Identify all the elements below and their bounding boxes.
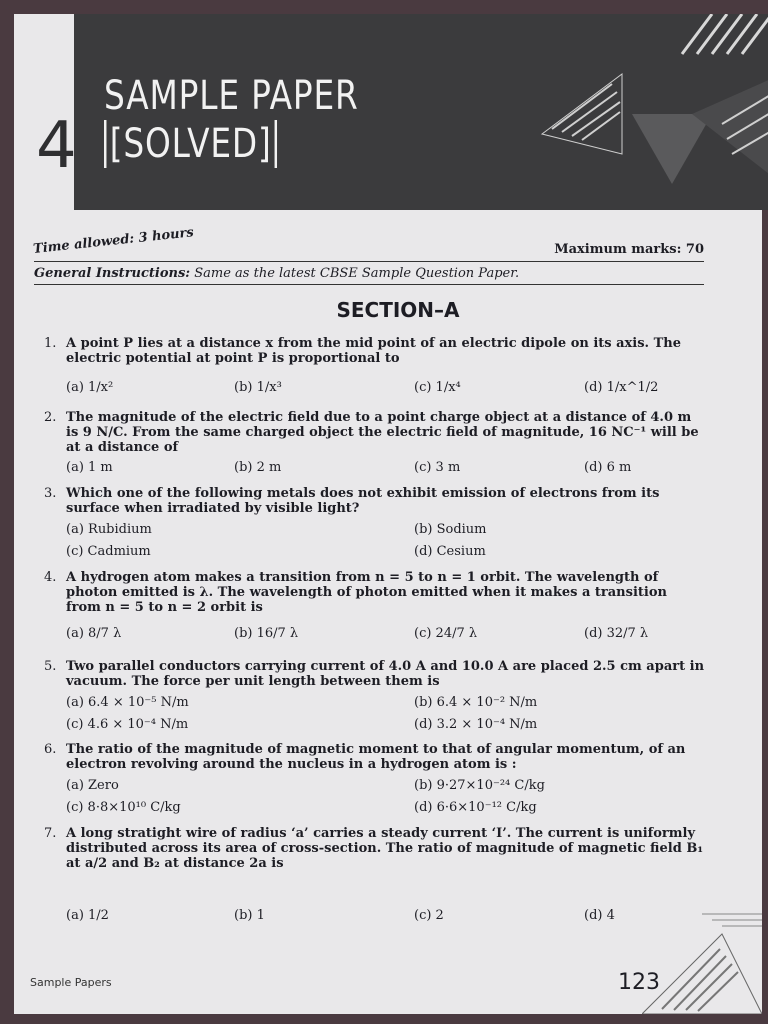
option-a[interactable]: (a) 8/7 λ [66, 626, 122, 641]
option-c[interactable]: (c) 3 m [414, 460, 461, 475]
option-d[interactable]: (d) 4 [584, 908, 615, 923]
option-b[interactable]: (b) 6.4 × 10⁻² N/m [414, 695, 538, 710]
question-text: A point P lies at a distance x from the mid point of an electric dipole on its axis. The electric potential at point P is proportional to [66, 336, 682, 366]
question-text: A hydrogen atom makes a transition from n = 5 to n = 1 orbit. The wavelength of photon emitted is λ. The wavelength of photon emitted when it makes a transition from n = 5 to n = 2 orbit is [66, 570, 667, 615]
option-a[interactable]: (a) 6.4 × 10⁻⁵ N/m [66, 695, 189, 710]
option-c[interactable]: (c) 4.6 × 10⁻⁴ N/m [66, 717, 189, 732]
option-c[interactable]: (c) 1/x⁴ [414, 380, 461, 395]
question-2 [44, 410, 704, 475]
option-a[interactable]: (a) 1/2 [66, 908, 109, 923]
question-number: 3. [44, 486, 57, 501]
option-a[interactable]: (a) Rubidium [66, 522, 152, 537]
footer-label: Sample Papers [30, 976, 112, 989]
option-d[interactable]: (d) 6 m [584, 460, 632, 475]
stripe-decoration [482, 14, 768, 210]
question-text: A long stratight wire of radius ‘a’ carries a steady current ‘I’. The current is uniformly distributed across its area of cross-section. The ratio of magnitude of magnetic field B₁ at a/2 and B₂ at distance 2a is [66, 826, 704, 871]
question-number: 4. [44, 570, 57, 585]
option-a[interactable]: (a) Zero [66, 778, 119, 793]
question-number: 6. [44, 742, 57, 757]
option-d[interactable]: (d) Cesium [414, 544, 486, 559]
option-b[interactable]: (b) Sodium [414, 522, 487, 537]
option-c[interactable]: (c) 2 [414, 908, 444, 923]
question-text: The magnitude of the electric field due to a point charge object at a distance of 4.0 m is 9 N/C. From the same charged object the electric field of magnitude, 16 NC⁻¹ will be at a distance of [66, 410, 699, 455]
question-text: Two parallel conductors carrying current of 4.0 A and 10.0 A are placed 2.5 cm apart in vacuum. The force per unit length between them is [66, 659, 705, 689]
page-title [104, 72, 359, 168]
question-4 [44, 570, 704, 641]
title-line-2: [SOLVED] [104, 120, 277, 168]
question-7 [44, 826, 704, 923]
question-number: 5. [44, 659, 57, 674]
time-allowed: Time allowed: 3 hours [32, 225, 195, 257]
option-c[interactable]: (c) 24/7 λ [414, 626, 478, 641]
divider [34, 261, 704, 262]
general-instructions [34, 266, 519, 281]
question-number: 7. [44, 826, 57, 841]
option-b[interactable]: (b) 16/7 λ [234, 626, 299, 641]
chapter-number: 4 [36, 109, 77, 183]
option-c[interactable]: (c) 8·8×10¹⁰ C/kg [66, 800, 181, 815]
option-b[interactable]: (b) 9·27×10⁻²⁴ C/kg [414, 778, 545, 793]
question-number: 2. [44, 410, 57, 425]
maximum-marks: Maximum marks: 70 [554, 242, 704, 257]
option-b[interactable]: (b) 1 [234, 908, 265, 923]
instructions-label: General Instructions: [34, 266, 191, 281]
option-d[interactable]: (d) 3.2 × 10⁻⁴ N/m [414, 717, 538, 732]
question-1 [44, 336, 704, 395]
question-text: Which one of the following metals does not exhibit emission of electrons from its surface when irradiated by visible light? [66, 486, 660, 516]
title-line-1: SAMPLE PAPER [104, 73, 359, 119]
question-6 [44, 742, 704, 815]
question-text: The ratio of the magnitude of magnetic moment to that of angular momentum, of an electron revolving around the nucleus in a hydrogen atom is : [66, 742, 686, 772]
option-a[interactable]: (a) 1/x² [66, 380, 114, 395]
option-a[interactable]: (a) 1 m [66, 460, 113, 475]
option-c[interactable]: (c) Cadmium [66, 544, 151, 559]
option-d[interactable]: (d) 32/7 λ [584, 626, 649, 641]
divider [34, 284, 704, 285]
page [14, 14, 762, 1014]
page-number: 123 [618, 970, 660, 995]
option-b[interactable]: (b) 2 m [234, 460, 282, 475]
instructions-text: Same as the latest CBSE Sample Question Paper. [194, 266, 520, 281]
question-number: 1. [44, 336, 57, 351]
option-d[interactable]: (d) 1/x^1/2 [584, 380, 659, 395]
section-title: SECTION–A [336, 298, 460, 322]
question-3 [44, 486, 704, 559]
corner-stripe-decoration [642, 904, 762, 1014]
question-5 [44, 659, 705, 732]
option-d[interactable]: (d) 6·6×10⁻¹² C/kg [414, 800, 537, 815]
option-b[interactable]: (b) 1/x³ [234, 380, 282, 395]
